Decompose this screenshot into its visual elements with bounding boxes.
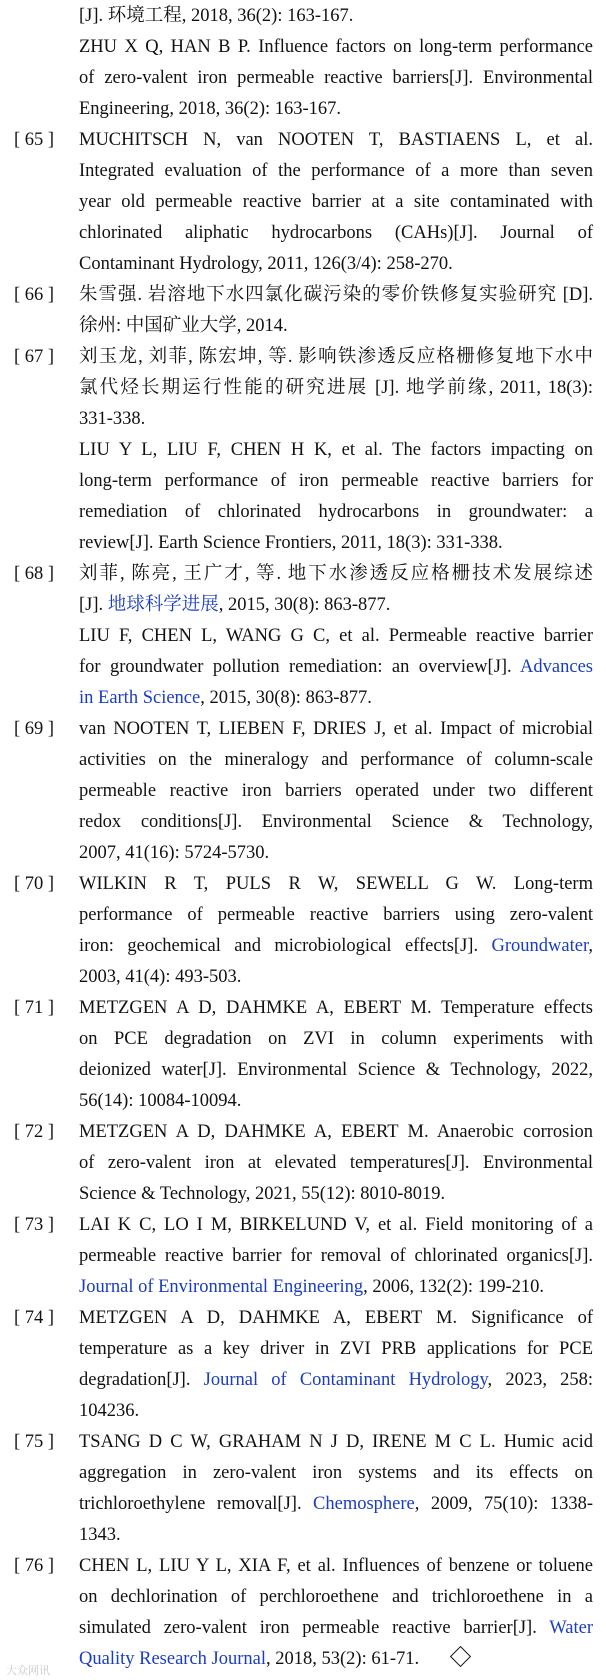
reference-line <box>79 621 593 652</box>
reference-text: degradation[J]. <box>79 1370 204 1390</box>
reference-text: chlorinated aliphatic hydrocarbons (CAHs)[J]. Journal of <box>79 223 593 243</box>
reference-text: 104236. <box>79 1401 140 1421</box>
reference-line <box>79 342 593 373</box>
reference-text: 朱雪强. 岩溶地下水四氯化碳污染的零价铁修复实验研究 [D]. <box>79 285 593 305</box>
reference-line <box>79 156 593 187</box>
reference-text: , 2015, 30(8): 863-877. <box>218 595 391 615</box>
reference-text: LAI K C, LO I M, BIRKELUND V, et al. Field monitoring of a <box>79 1215 593 1235</box>
reference-line <box>79 32 593 63</box>
reference-text: , 2006, 132(2): 199-210. <box>363 1277 544 1297</box>
reference-text: long-term performance of iron permeable reactive barriers for <box>79 471 593 491</box>
reference-line <box>79 1489 593 1520</box>
reference-line <box>79 1 593 32</box>
reference-number: [ 69 ] <box>14 719 55 739</box>
reference-line <box>79 1427 593 1458</box>
reference-text: , 2015, 30(8): 863-877. <box>200 688 372 708</box>
reference-text: 刘玉龙, 刘菲, 陈宏坤, 等. 影响铁渗透反应格栅修复地下水中 <box>79 347 593 367</box>
reference-text: 刘菲, 陈亮, 王广才, 等. 地下水渗透反应格栅技术发展综述 <box>79 564 593 584</box>
reference-entry <box>0 993 606 1117</box>
reference-text: deionized water[J]. Environmental Science & Technology, 2022, <box>79 1060 593 1080</box>
journal-link[interactable]: Chemosphere <box>313 1494 415 1514</box>
reference-number: [ 74 ] <box>14 1308 55 1328</box>
reference-number: [ 70 ] <box>14 874 55 894</box>
reference-entry <box>0 1 606 125</box>
reference-line <box>79 683 593 714</box>
reference-text: iron: geochemical and microbiological effects[J]. <box>79 936 492 956</box>
reference-line <box>79 1582 593 1613</box>
reference-text: year old permeable reactive barrier at a site contaminated with <box>79 192 593 212</box>
reference-text: remediation of chlorinated hydrocarbons in groundwater: a <box>79 502 593 522</box>
reference-text: Engineering, 2018, 36(2): 163-167. <box>79 99 342 119</box>
reference-text: Science & Technology, 2021, 55(12): 8010-8019. <box>79 1184 446 1204</box>
reference-text: , 2023, 258: <box>487 1370 593 1390</box>
reference-line <box>79 559 593 590</box>
reference-number: [ 68 ] <box>14 564 55 584</box>
reference-text: , 2018, 53(2): 61-71. <box>266 1649 420 1669</box>
reference-line <box>79 1520 593 1551</box>
reference-text: trichloroethylene removal[J]. <box>79 1494 314 1514</box>
reference-number: [ 76 ] <box>14 1556 55 1576</box>
reference-line <box>79 280 593 311</box>
reference-text: on dechlorination of perchloroethene and trichloroethene in a <box>79 1587 593 1607</box>
reference-entry <box>0 1551 606 1675</box>
reference-line <box>79 714 593 745</box>
journal-link[interactable]: Quality Research Journal <box>79 1649 266 1669</box>
reference-line <box>79 1241 593 1272</box>
reference-line <box>79 1613 593 1644</box>
reference-text: of zero-valent iron at elevated temperatures[J]. Environmental <box>79 1153 593 1173</box>
reference-line <box>79 590 593 621</box>
journal-link[interactable]: 地球科学进展 <box>107 595 219 615</box>
reference-text: , <box>588 936 593 956</box>
reference-text: [J]. 环境工程, 2018, 36(2): 163-167. <box>79 6 354 26</box>
reference-line <box>79 63 593 94</box>
reference-text: MUCHITSCH N, van NOOTEN T, BASTIAENS L, et al. <box>79 130 593 150</box>
reference-text: ZHU X Q, HAN B P. Influence factors on long-term performance <box>79 37 593 57</box>
reference-number: [ 72 ] <box>14 1122 55 1142</box>
reference-line <box>79 1086 593 1117</box>
reference-text: 331-338. <box>79 409 146 429</box>
reference-text: 56(14): 10084-10094. <box>79 1091 242 1111</box>
reference-line <box>79 1055 593 1086</box>
reference-line <box>79 1303 593 1334</box>
reference-line <box>79 1117 593 1148</box>
reference-line <box>79 1551 593 1582</box>
journal-link[interactable]: Advances <box>520 657 593 677</box>
reference-line <box>79 528 593 559</box>
reference-text: activities on the mineralogy and performance of column-scale <box>79 750 593 770</box>
reference-line <box>79 1644 593 1675</box>
reference-line <box>79 1179 593 1210</box>
journal-link[interactable]: Journal of Contaminant Hydrology <box>203 1370 488 1390</box>
reference-text: LIU Y L, LIU F, CHEN H K, et al. The factors impacting on <box>79 440 593 460</box>
reference-line <box>79 807 593 838</box>
reference-text: permeable reactive iron barriers operated under two different <box>79 781 593 801</box>
reference-line <box>79 1365 593 1396</box>
reference-number: [ 65 ] <box>14 130 55 150</box>
reference-text: CHEN L, LIU Y L, XIA F, et al. Influences of benzene or toluene <box>79 1556 593 1576</box>
journal-link[interactable]: Groundwater <box>491 936 589 956</box>
reference-line <box>79 373 593 404</box>
journal-link[interactable]: in Earth Science <box>79 688 201 708</box>
reference-text: redox conditions[J]. Environmental Science & Technology, <box>79 812 593 832</box>
reference-entry <box>0 714 606 869</box>
watermark: 大众网讯 <box>6 1664 50 1677</box>
reference-line <box>79 1458 593 1489</box>
reference-text: 徐州: 中国矿业大学, 2014. <box>79 316 288 336</box>
reference-text: permeable reactive barrier for removal of chlorinated organics[J]. <box>79 1246 593 1266</box>
reference-line <box>79 187 593 218</box>
reference-entry <box>0 559 606 714</box>
reference-line <box>79 404 593 435</box>
reference-line <box>79 1210 593 1241</box>
reference-text: 2007, 41(16): 5724-5730. <box>79 843 270 863</box>
reference-entry <box>0 342 606 559</box>
reference-line <box>79 218 593 249</box>
reference-text: temperature as a key driver in ZVI PRB applications for PCE <box>79 1339 593 1359</box>
reference-line <box>79 94 593 125</box>
reference-text: 1343. <box>79 1525 121 1545</box>
reference-line <box>79 497 593 528</box>
reference-text: LIU F, CHEN L, WANG G C, et al. Permeable reactive barrier <box>79 626 593 646</box>
reference-number: [ 66 ] <box>14 285 55 305</box>
journal-link[interactable]: Water <box>549 1618 593 1638</box>
reference-text: 氯代烃长期运行性能的研究进展 [J]. 地学前缘, 2011, 18(3): <box>79 378 593 398</box>
reference-line <box>79 776 593 807</box>
reference-line <box>79 125 593 156</box>
reference-line <box>79 838 593 869</box>
reference-text: METZGEN A D, DAHMKE A, EBERT M. Anaerobic corrosion <box>79 1122 593 1142</box>
reference-line <box>79 745 593 776</box>
reference-line <box>79 993 593 1024</box>
reference-text: van NOOTEN T, LIEBEN F, DRIES J, et al. Impact of microbial <box>79 719 593 739</box>
reference-text: simulated zero-valent iron permeable reactive barrier[J]. <box>79 1618 550 1638</box>
reference-text: of zero-valent iron permeable reactive barriers[J]. Environmental <box>79 68 593 88</box>
reference-text: for groundwater pollution remediation: an overview[J]. <box>79 657 521 677</box>
reference-text: performance of permeable reactive barriers using zero-valent <box>79 905 593 925</box>
reference-number: [ 67 ] <box>14 347 55 367</box>
reference-entry <box>0 280 606 342</box>
reference-line <box>79 652 593 683</box>
reference-text: aggregation in zero-valent iron systems and its effects on <box>79 1463 593 1483</box>
reference-number: [ 73 ] <box>14 1215 55 1235</box>
reference-number: [ 71 ] <box>14 998 55 1018</box>
reference-line <box>79 900 593 931</box>
reference-entry <box>0 1210 606 1303</box>
reference-line <box>79 249 593 280</box>
reference-entry <box>0 1427 606 1551</box>
reference-text: METZGEN A D, DAHMKE A, EBERT M. Significance of <box>79 1308 593 1328</box>
reference-text: on PCE degradation on ZVI in column experiments with <box>79 1029 593 1049</box>
reference-text: Integrated evaluation of the performance of a more than seven <box>79 161 593 181</box>
reference-entry <box>0 869 606 993</box>
reference-line <box>79 311 593 342</box>
reference-entry <box>0 1117 606 1210</box>
reference-line <box>79 931 593 962</box>
reference-text: 2003, 41(4): 493-503. <box>79 967 242 987</box>
reference-line <box>79 1396 593 1427</box>
reference-line <box>79 435 593 466</box>
reference-line <box>79 1148 593 1179</box>
reference-line <box>79 1334 593 1365</box>
reference-text: , 2009, 75(10): 1338- <box>414 1494 593 1514</box>
reference-line <box>79 466 593 497</box>
reference-entry <box>0 125 606 280</box>
journal-link[interactable]: Journal of Environmental Engineering <box>79 1277 364 1297</box>
reference-number: [ 75 ] <box>14 1432 55 1452</box>
reference-text: [J]. <box>79 595 108 615</box>
reference-line <box>79 1024 593 1055</box>
reference-text: review[J]. Earth Science Frontiers, 2011, 18(3): 331-338. <box>79 533 503 553</box>
reference-text: METZGEN A D, DAHMKE A, EBERT M. Temperature effects <box>79 998 593 1018</box>
reference-line <box>79 869 593 900</box>
reference-text: Contaminant Hydrology, 2011, 126(3/4): 258-270. <box>79 254 453 274</box>
reference-entry <box>0 1303 606 1427</box>
reference-line <box>79 1272 593 1303</box>
reference-text: WILKIN R T, PULS R W, SEWELL G W. Long-term <box>79 874 593 894</box>
reference-line <box>79 962 593 993</box>
reference-text: TSANG D C W, GRAHAM N J D, IRENE M C L. Humic acid <box>79 1432 593 1452</box>
